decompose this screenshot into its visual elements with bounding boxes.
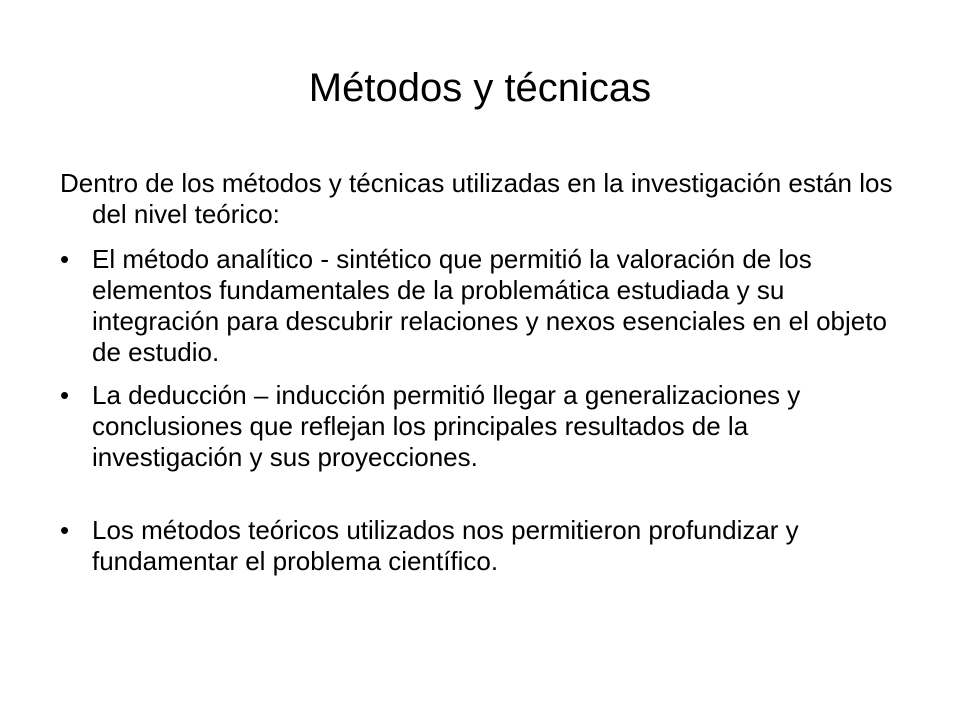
intro-paragraph: Dentro de los métodos y técnicas utilizadas en la investigación están los del nivel teórico: <box>60 168 893 229</box>
bullet-item <box>60 380 900 473</box>
bullet-icon: • <box>60 380 70 410</box>
bullet-text: El método analítico - sintético que permitió la valoración de los elementos fundamentales de la problemática estudiada y su integración para descubrir relaciones y nexos esenciales en el objeto de estudio. <box>92 244 887 367</box>
bullet-icon: • <box>60 244 70 274</box>
slide-title: Métodos y técnicas <box>308 66 652 110</box>
bullet-text: La deducción – inducción permitió llegar a generalizaciones y conclusiones que reflejan los principales resultados de la investigación y sus proyecciones. <box>92 380 801 472</box>
bullet-text: Los métodos teóricos utilizados nos permitieron profundizar y fundamentar el problema científico. <box>92 515 799 576</box>
slide-body <box>60 168 900 589</box>
bullet-icon: • <box>60 515 70 545</box>
bullet-item <box>60 244 900 368</box>
bullet-item <box>60 515 900 577</box>
